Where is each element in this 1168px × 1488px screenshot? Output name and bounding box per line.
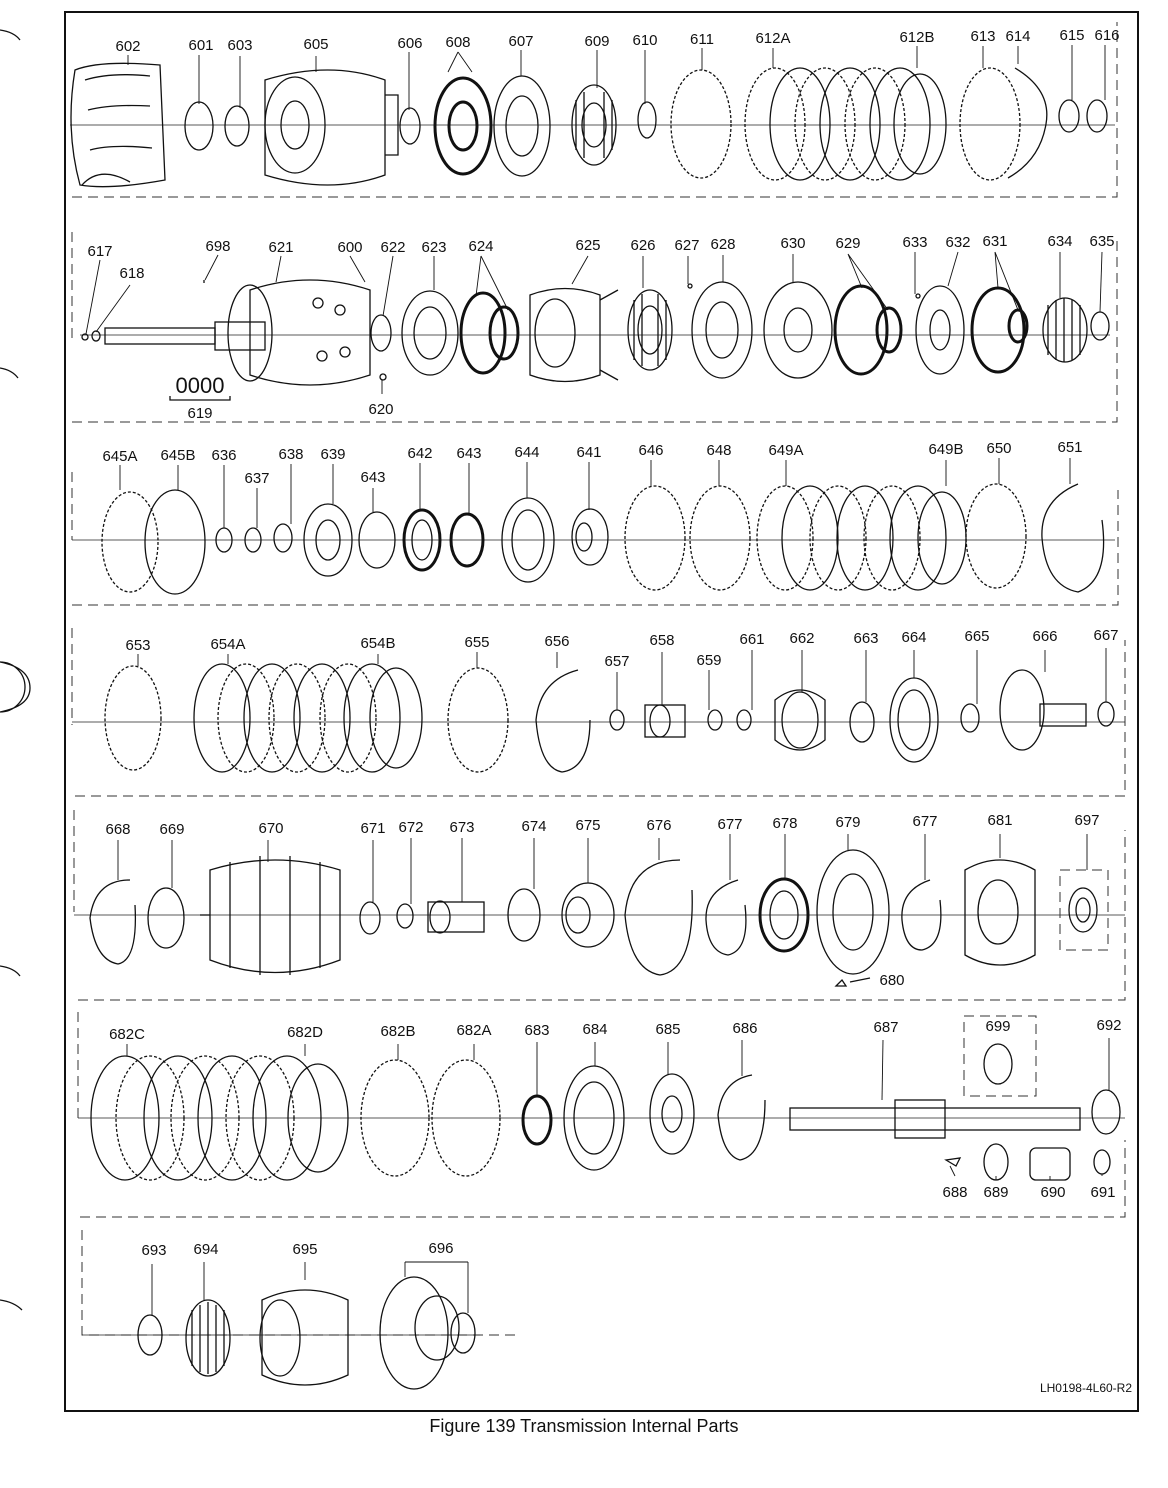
part-661	[737, 710, 751, 730]
part-688	[946, 1158, 960, 1166]
part-673-gear	[428, 901, 484, 933]
part-658-shaft-gear	[645, 705, 685, 737]
part-669	[148, 888, 184, 948]
part-648	[690, 486, 750, 590]
label-684: 684	[582, 1021, 608, 1038]
label-674: 674	[521, 818, 547, 835]
label-651: 651	[1057, 439, 1083, 456]
label-638: 638	[278, 446, 304, 463]
part-666-sun-gear-shaft	[1000, 670, 1086, 750]
label-645B: 645B	[160, 447, 196, 464]
part-697-seal	[1069, 888, 1097, 932]
row-6-parts	[91, 1016, 1120, 1180]
label-676: 676	[646, 817, 672, 834]
label-664: 664	[901, 629, 927, 646]
part-656-snap-ring	[536, 670, 590, 772]
part-680	[836, 980, 846, 986]
label-691: 691	[1090, 1184, 1116, 1201]
label-668: 668	[105, 821, 131, 838]
label-625: 625	[575, 237, 601, 254]
label-669: 669	[159, 821, 185, 838]
label-602: 602	[115, 38, 141, 55]
label-632: 632	[945, 234, 971, 251]
part-654-clutch-pack	[194, 664, 422, 772]
part-696-seal-middle	[415, 1296, 459, 1360]
label-609: 609	[584, 33, 610, 50]
part-607-piston	[494, 76, 550, 176]
label-639: 639	[320, 446, 346, 463]
label-612A: 612A	[755, 30, 791, 47]
part-645B	[145, 490, 205, 594]
part-611	[671, 70, 731, 178]
part-638	[274, 524, 292, 552]
label-667: 667	[1093, 627, 1119, 644]
part-645A	[102, 492, 158, 592]
label-614: 614	[1005, 28, 1031, 45]
part-680-leader	[850, 978, 870, 982]
row-2-parts	[82, 280, 1109, 400]
label-641: 641	[576, 444, 602, 461]
label-603: 603	[227, 37, 253, 54]
label-677b: 677	[912, 813, 938, 830]
label-612B: 612B	[899, 29, 935, 46]
part-664-ring-gear	[890, 678, 938, 762]
label-662: 662	[789, 630, 815, 647]
part-613	[960, 68, 1020, 180]
part-608-seal-outer	[435, 78, 491, 174]
label-695: 695	[292, 1241, 318, 1258]
label-616: 616	[1094, 27, 1120, 44]
part-694-spring-assembly	[186, 1300, 230, 1376]
label-656: 656	[544, 633, 570, 650]
label-606: 606	[397, 35, 423, 52]
label-615: 615	[1059, 27, 1085, 44]
part-696-seal-outer	[380, 1277, 448, 1389]
label-675: 675	[575, 817, 601, 834]
part-615	[1059, 100, 1079, 132]
label-613: 613	[970, 28, 996, 45]
label-635: 635	[1089, 233, 1115, 250]
label-642: 642	[407, 445, 433, 462]
part-653	[105, 666, 161, 770]
part-665	[961, 704, 979, 732]
part-626-bearing	[628, 290, 672, 370]
part-699	[984, 1044, 1012, 1084]
part-628-housing	[692, 282, 752, 378]
label-679: 679	[835, 814, 861, 831]
part-632-retainer	[916, 286, 964, 374]
part-670-carrier	[200, 856, 340, 975]
part-605-housing	[265, 70, 398, 185]
row-guides	[72, 22, 1125, 1335]
label-620: 620	[368, 401, 394, 418]
part-627	[688, 284, 692, 288]
part-629-seal-outer	[835, 286, 887, 374]
label-624: 624	[468, 238, 494, 255]
label-665: 665	[964, 628, 990, 645]
label-658: 658	[649, 632, 675, 649]
part-685-hub	[650, 1074, 694, 1154]
row-4-parts	[105, 664, 1114, 772]
part-608-seal-inner	[449, 102, 477, 150]
part-635	[1091, 312, 1109, 340]
part-681-housing	[965, 860, 1035, 965]
label-629: 629	[835, 235, 861, 252]
part-686-snap-ring	[718, 1075, 765, 1160]
part-labels	[87, 27, 1121, 1259]
figure-code: LH0198-4L60-R2	[1039, 1381, 1132, 1395]
label-623: 623	[421, 239, 447, 256]
label-644: 644	[514, 444, 540, 461]
part-614-snap-ring	[1008, 68, 1047, 178]
label-618: 618	[119, 265, 145, 282]
label-678: 678	[772, 815, 798, 832]
label-699: 699	[985, 1018, 1011, 1035]
part-698-shaft	[105, 322, 265, 350]
label-637: 637	[244, 470, 270, 487]
part-622	[371, 315, 391, 351]
part-641-sprag	[572, 509, 608, 565]
part-610	[638, 102, 656, 138]
label-673: 673	[449, 819, 475, 836]
label-628: 628	[710, 236, 736, 253]
part-671	[360, 902, 380, 934]
part-697-callout-box	[1060, 870, 1108, 950]
label-692: 692	[1096, 1017, 1122, 1034]
part-606	[400, 108, 420, 144]
part-687-output-shaft	[790, 1100, 1080, 1138]
part-668-snap-ring	[90, 880, 135, 964]
part-603	[225, 106, 249, 146]
label-621: 621	[268, 239, 294, 256]
label-608: 608	[445, 34, 471, 51]
label-655: 655	[464, 634, 490, 651]
label-663: 663	[853, 630, 879, 647]
part-633	[916, 294, 920, 298]
label-694: 694	[193, 1241, 219, 1258]
part-646	[625, 486, 685, 590]
label-683: 683	[524, 1022, 550, 1039]
label-686: 686	[732, 1020, 758, 1037]
part-676-snap-ring	[625, 860, 692, 975]
label-649B: 649B	[928, 441, 964, 458]
label-682B: 682B	[380, 1023, 416, 1040]
label-682A: 682A	[456, 1022, 492, 1039]
part-623-piston	[402, 291, 458, 375]
part-616	[1087, 100, 1107, 132]
label-622: 622	[380, 239, 406, 256]
label-650: 650	[986, 440, 1012, 457]
binder-marks	[0, 30, 30, 1310]
label-646: 646	[638, 442, 664, 459]
label-648: 648	[706, 442, 732, 459]
label-631: 631	[982, 233, 1008, 250]
label-653: 653	[125, 637, 151, 654]
label-607: 607	[508, 33, 534, 50]
label-605: 605	[303, 36, 329, 53]
label-643b: 643	[456, 445, 482, 462]
label-693: 693	[141, 1242, 167, 1259]
label-643a: 643	[360, 469, 386, 486]
row-7-parts	[138, 1277, 475, 1389]
part-696-seal-inner	[451, 1313, 475, 1353]
part-618	[92, 331, 100, 341]
part-621-drum	[228, 280, 370, 385]
part-650	[966, 484, 1026, 588]
label-666: 666	[1032, 628, 1058, 645]
label-654B: 654B	[360, 635, 396, 652]
label-619: 619	[187, 405, 213, 422]
row-5-parts	[90, 850, 1108, 986]
label-690: 690	[1040, 1184, 1066, 1201]
part-683	[523, 1096, 551, 1144]
label-687: 687	[873, 1019, 899, 1036]
label-611: 611	[690, 31, 714, 48]
label-610: 610	[632, 32, 658, 49]
label-680: 680	[879, 972, 905, 989]
label-617: 617	[87, 243, 113, 260]
part-662-carrier	[775, 690, 825, 750]
part-689	[984, 1144, 1008, 1180]
label-636: 636	[211, 447, 237, 464]
label-601: 601	[188, 37, 214, 54]
part-620	[380, 374, 386, 380]
part-691	[1094, 1150, 1110, 1174]
part-630-piston	[764, 282, 832, 378]
part-690	[1030, 1148, 1070, 1180]
part-659	[708, 710, 722, 730]
part-634-spring-assembly	[1043, 298, 1087, 362]
washer-stack-mark: 0000	[175, 373, 225, 398]
part-651-snap-ring	[1042, 484, 1104, 592]
label-649A: 649A	[768, 442, 804, 459]
label-627: 627	[674, 237, 700, 254]
label-626: 626	[630, 237, 656, 254]
label-682D: 682D	[287, 1024, 323, 1041]
label-677a: 677	[717, 816, 743, 833]
part-695-piston	[260, 1290, 348, 1385]
label-645A: 645A	[102, 448, 138, 465]
label-661: 661	[739, 631, 765, 648]
label-633: 633	[902, 234, 928, 251]
part-677a-snap-ring	[706, 880, 746, 955]
part-679-race	[817, 850, 889, 974]
part-631-seal-outer	[972, 288, 1024, 372]
label-634: 634	[1047, 233, 1073, 250]
label-689: 689	[983, 1184, 1009, 1201]
label-600: 600	[337, 239, 363, 256]
label-670: 670	[258, 820, 284, 837]
label-654A: 654A	[210, 636, 246, 653]
label-685: 685	[655, 1021, 681, 1038]
part-649-clutch-pack	[757, 486, 966, 590]
part-601	[185, 102, 213, 150]
label-696: 696	[428, 1240, 454, 1257]
label-682C: 682C	[109, 1026, 145, 1043]
label-698: 698	[205, 238, 231, 255]
part-624-seal-outer	[461, 293, 505, 373]
part-629-seal-inner	[877, 308, 901, 352]
label-659: 659	[696, 652, 722, 669]
label-671: 671	[360, 820, 386, 837]
figure-caption: Figure 139 Transmission Internal Parts	[429, 1416, 739, 1436]
label-688: 688	[942, 1184, 968, 1201]
label-681: 681	[987, 812, 1013, 829]
part-657	[610, 710, 624, 730]
figure-border	[65, 12, 1138, 1411]
label-672: 672	[398, 819, 424, 836]
label-657: 657	[604, 653, 630, 670]
part-667	[1098, 702, 1114, 726]
label-697: 697	[1074, 812, 1100, 829]
part-672	[397, 904, 413, 928]
part-612-clutch-pack	[745, 68, 946, 180]
part-655	[448, 668, 508, 772]
part-692	[1092, 1090, 1120, 1134]
label-630: 630	[780, 235, 806, 252]
row-3-parts	[102, 484, 1104, 594]
